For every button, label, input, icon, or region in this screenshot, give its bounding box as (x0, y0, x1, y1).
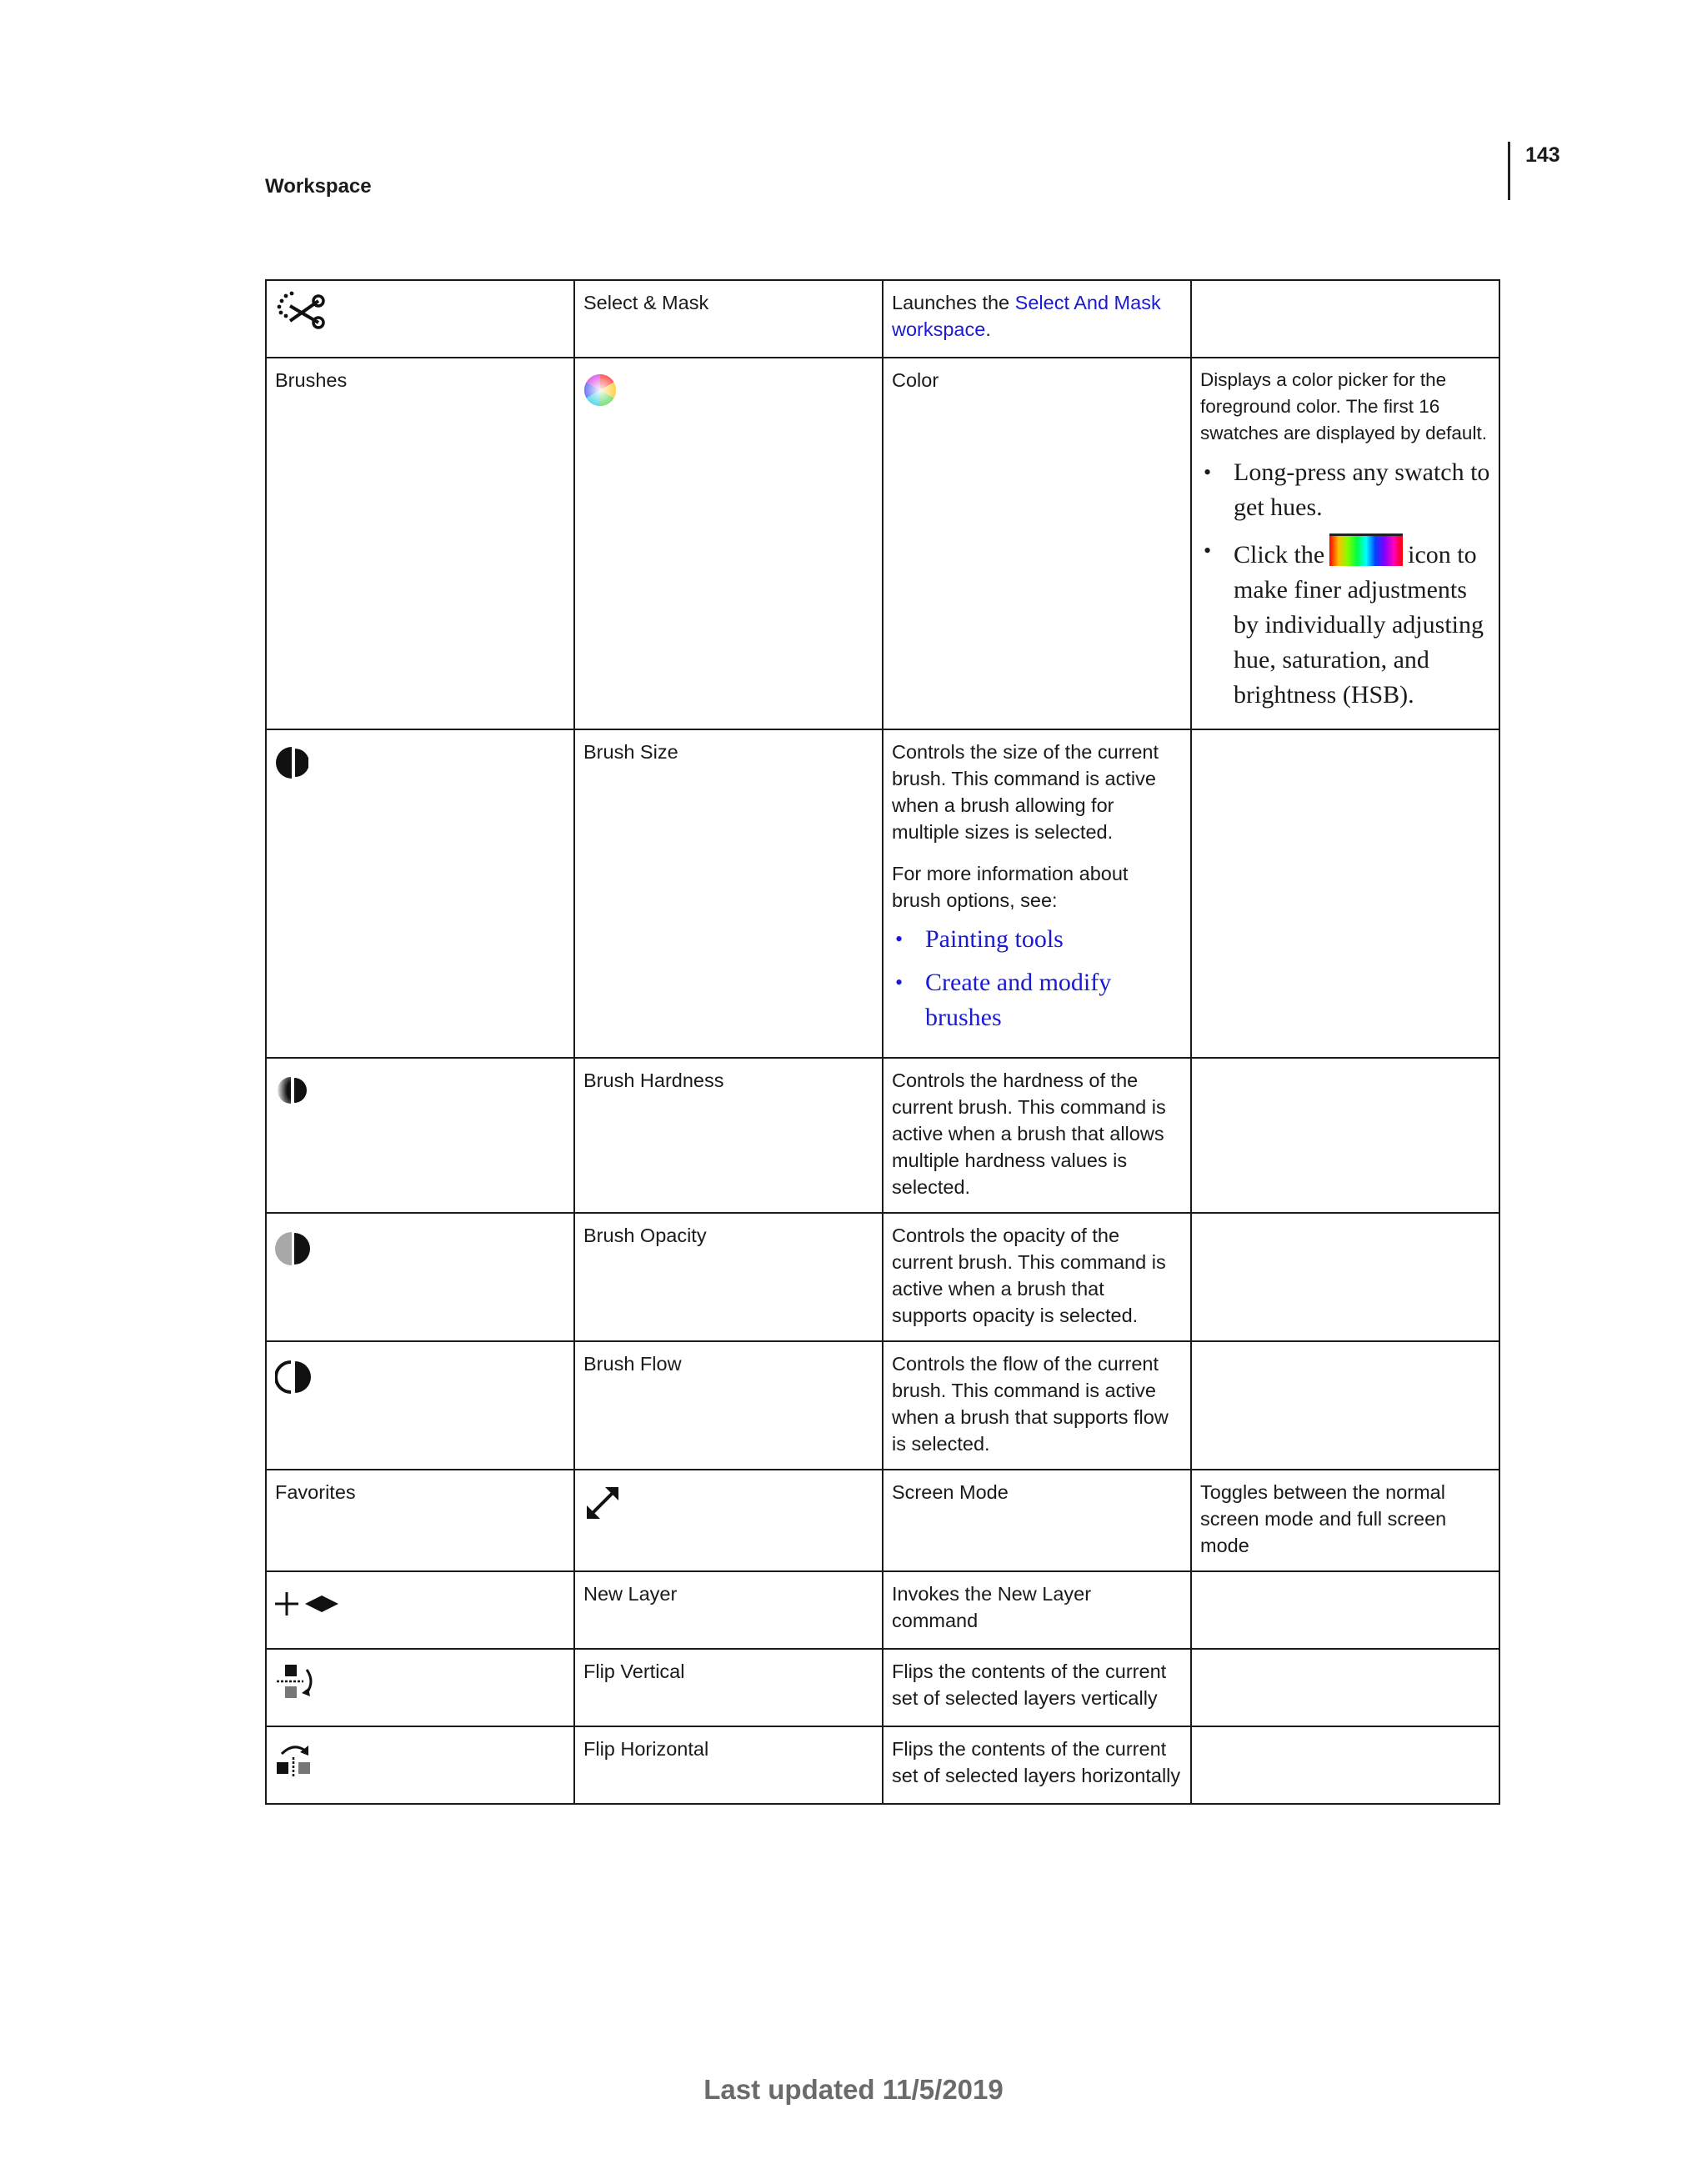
icon-cell (266, 1649, 574, 1726)
description-text: Controls the size of the current brush. This command is active when a brush allowing for multiple sizes is selected. (892, 741, 1159, 843)
icon-cell (266, 1726, 574, 1804)
command-description: Flips the contents of the current set of selected layers vertically (883, 1649, 1191, 1726)
command-name: Flip Vertical (574, 1649, 883, 1726)
brush-opacity-icon (275, 1230, 310, 1274)
notes-cell (1191, 1341, 1499, 1470)
notes-cell (1191, 358, 1499, 729)
notes-cell (1191, 1213, 1499, 1341)
notes-cell: Toggles between the normal screen mode and full screen mode (1191, 1470, 1499, 1571)
command-name: Screen Mode (883, 1470, 1191, 1571)
command-description: Controls the hardness of the current brush. This command is active when a brush that allows multiple hardness values is selected. (883, 1058, 1191, 1213)
icon-cell (266, 1213, 574, 1341)
icon-cell (266, 280, 574, 358)
table-row (266, 358, 1499, 729)
link-list (892, 922, 1182, 1035)
notes-cell (1191, 1726, 1499, 1804)
table-row (266, 1213, 1499, 1341)
notes-cell (1191, 729, 1499, 1058)
command-description: Controls the opacity of the current brush. This command is active when a brush that supports opacity is selected. (883, 1213, 1191, 1341)
flip-horizontal-icon (275, 1741, 313, 1786)
group-label: Brushes (266, 358, 574, 729)
color-wheel-icon (583, 373, 617, 413)
table-row (266, 729, 1499, 1058)
footer-last-updated: Last updated 11/5/2019 (703, 2074, 1004, 2105)
command-description: Launches the Select And Mask workspace. (883, 280, 1191, 358)
command-name: Flip Horizontal (574, 1726, 883, 1804)
command-name: Brush Flow (574, 1341, 883, 1470)
notes-cell (1191, 1649, 1499, 1726)
command-name: Brush Opacity (574, 1213, 883, 1341)
list-item: • Click the icon to make finer adjustments by individually adjusting hue, saturation, and brightness (HSB). (1200, 533, 1495, 713)
description-text: For more information about brush options, see: (892, 863, 1129, 911)
select-mask-icon (275, 289, 327, 339)
command-name: Brush Size (574, 729, 883, 1058)
hue-spectrum-icon (1329, 533, 1403, 566)
list-item: • Long-press any swatch to get hues. (1200, 455, 1495, 525)
section-title: Workspace (265, 175, 372, 198)
select-and-mask-link[interactable]: Select And Mask workspace (892, 292, 1161, 340)
table-row (266, 1726, 1499, 1804)
table-row (266, 1058, 1499, 1213)
notes-cell (1191, 1571, 1499, 1649)
icon-cell (266, 1571, 574, 1649)
table-row (266, 1571, 1499, 1649)
new-layer-icon (275, 1589, 342, 1625)
command-description: Controls the flow of the current brush. This command is active when a brush that supports flow is selected. (883, 1341, 1191, 1470)
brush-flow-icon (275, 1359, 312, 1402)
command-description: Flips the contents of the current set of selected layers horizontally (883, 1726, 1191, 1804)
notes-text: Displays a color picker for the foreground color. The first 16 swatches are displayed by default. (1200, 369, 1487, 443)
command-name: New Layer (574, 1571, 883, 1649)
table-row (266, 1470, 1499, 1571)
painting-tools-link[interactable]: • Painting tools (892, 922, 1182, 957)
group-label: Favorites (266, 1470, 574, 1571)
notes-cell (1191, 280, 1499, 358)
icon-cell (574, 358, 883, 729)
icon-cell (266, 1058, 574, 1213)
command-description (883, 729, 1191, 1058)
table-row (266, 1341, 1499, 1470)
command-description: Invokes the New Layer command (883, 1571, 1191, 1649)
header-rule (1508, 142, 1510, 200)
icon-cell (574, 1470, 883, 1571)
notes-cell (1191, 1058, 1499, 1213)
icon-cell (266, 729, 574, 1058)
create-modify-brushes-link[interactable]: • Create and modify brushes (892, 965, 1182, 1035)
screen-mode-icon (583, 1484, 622, 1529)
brush-hardness-icon (275, 1075, 308, 1112)
command-name: Select & Mask (574, 280, 883, 358)
table-row (266, 1649, 1499, 1726)
notes-list (1200, 455, 1495, 713)
icon-cell (266, 1341, 574, 1470)
command-name: Color (883, 358, 1191, 729)
page-number: 143 (1525, 143, 1560, 167)
brush-size-icon (275, 745, 308, 787)
command-name: Brush Hardness (574, 1058, 883, 1213)
flip-vertical-icon (275, 1663, 317, 1708)
table-row (266, 280, 1499, 358)
command-reference-table (265, 279, 1500, 1805)
